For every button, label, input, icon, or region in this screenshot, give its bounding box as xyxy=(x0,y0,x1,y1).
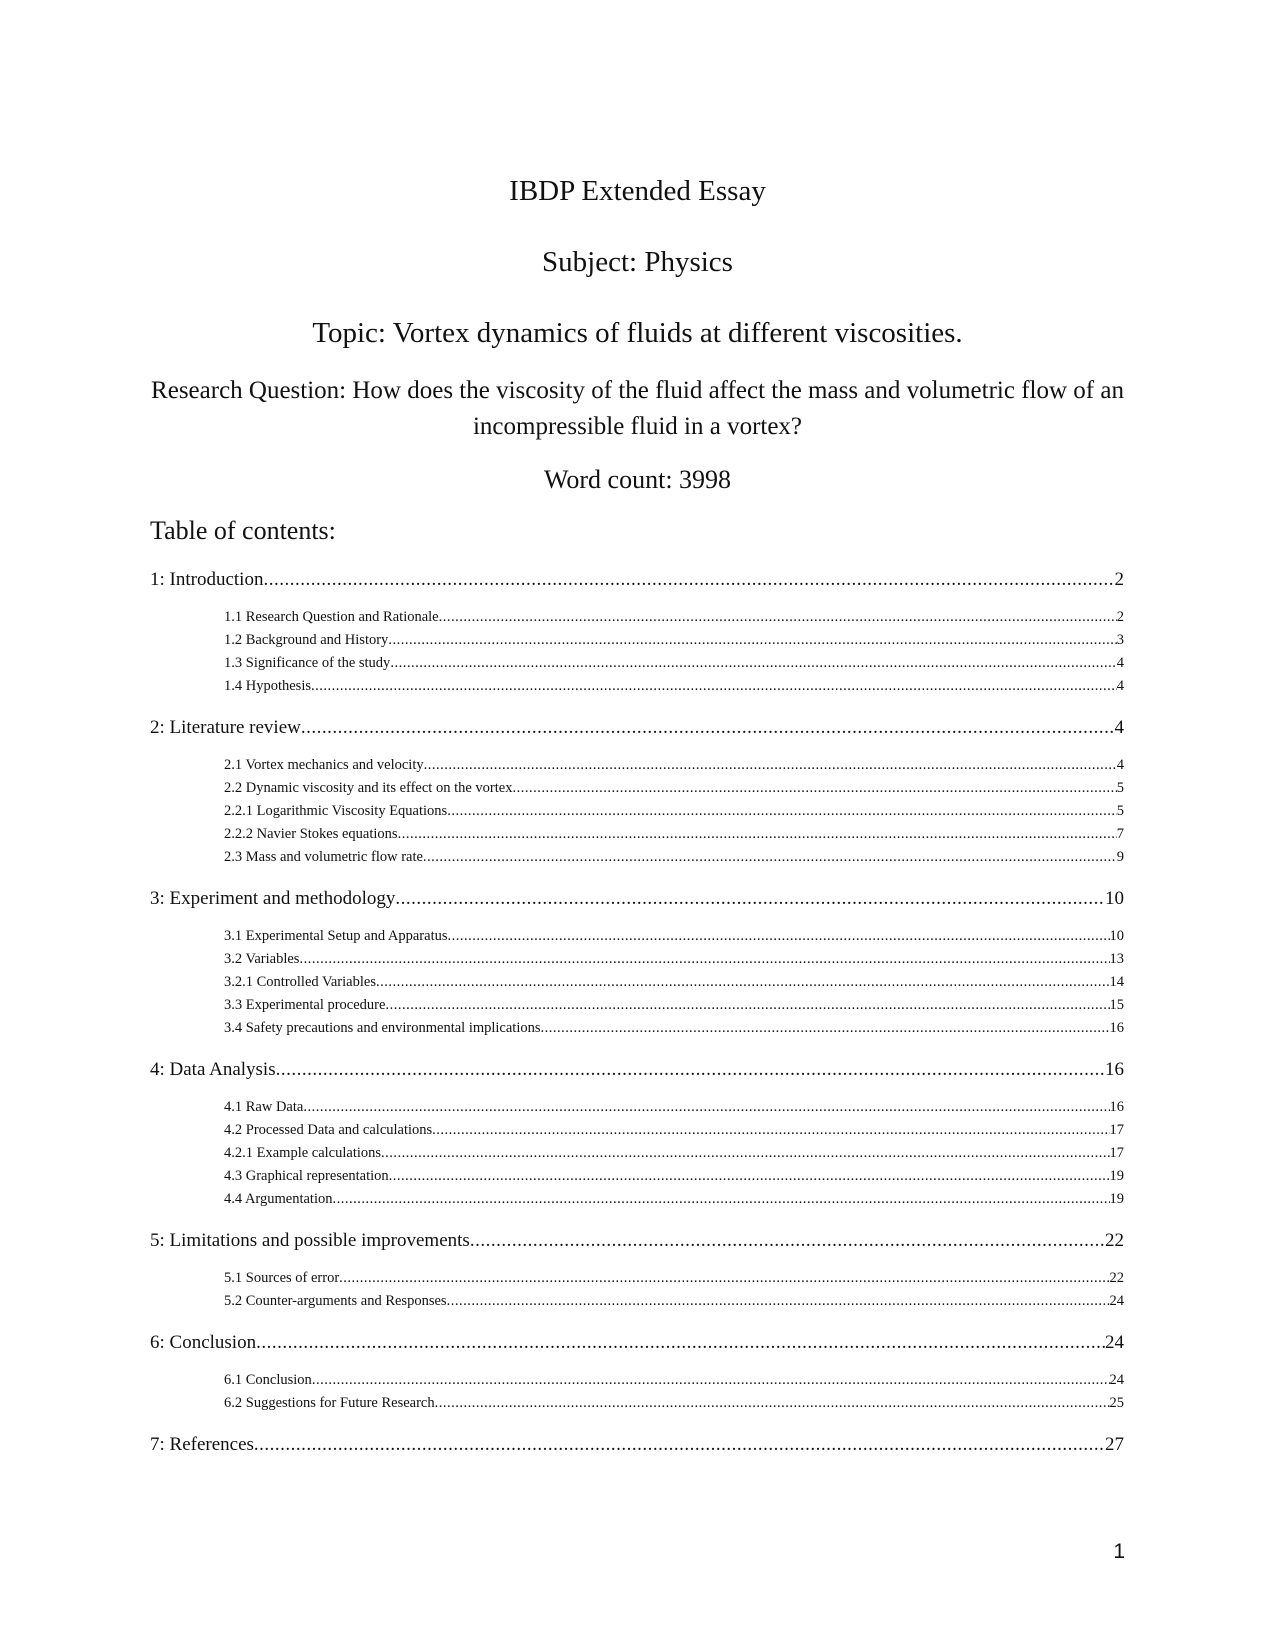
toc-page-number: 24 xyxy=(1109,1293,1124,1309)
toc-page-number: 22 xyxy=(1105,1230,1124,1251)
toc-entry-label: 7: References xyxy=(150,1434,254,1455)
toc-subsection-list xyxy=(224,754,1124,869)
toc-page-number: 10 xyxy=(1109,928,1124,944)
toc-entry-label: 2.2.2 Navier Stokes equations xyxy=(224,826,398,842)
toc-page-number: 25 xyxy=(1109,1395,1124,1411)
toc-page-number: 16 xyxy=(1105,1059,1124,1080)
toc-section xyxy=(150,1331,1124,1415)
toc-sub-entry[interactable] xyxy=(224,925,1124,948)
toc-entry-label: 3.4 Safety precautions and environmental implications xyxy=(224,1020,541,1036)
toc-entry-label: 4.2 Processed Data and calculations xyxy=(224,1122,433,1138)
dot-leader xyxy=(376,971,1110,994)
toc-page-number: 24 xyxy=(1105,1332,1124,1353)
toc-entry-label: 2.1 Vortex mechanics and velocity xyxy=(224,757,424,773)
toc-entry-label: 3: Experiment and methodology xyxy=(150,888,396,909)
dot-leader xyxy=(424,754,1117,777)
dot-leader xyxy=(385,994,1109,1017)
toc-sub-entry[interactable] xyxy=(224,971,1124,994)
toc-entry-label: 5.1 Sources of error xyxy=(224,1270,340,1286)
dot-leader xyxy=(332,1188,1109,1211)
toc-sub-entry[interactable] xyxy=(224,800,1124,823)
toc-page-number: 4 xyxy=(1116,757,1124,773)
toc-section xyxy=(150,1229,1124,1313)
toc-page-number: 4 xyxy=(1116,655,1124,671)
dot-leader xyxy=(276,1058,1105,1082)
toc-page-number: 10 xyxy=(1105,888,1124,909)
section-spacer xyxy=(150,1457,1124,1475)
toc-page-number: 9 xyxy=(1116,849,1124,865)
toc-entry-label: 5: Limitations and possible improvements xyxy=(150,1230,470,1251)
toc-entry-label: 4.1 Raw Data xyxy=(224,1099,304,1115)
toc-page-number: 17 xyxy=(1109,1122,1124,1138)
toc-sub-entry[interactable] xyxy=(224,1119,1124,1142)
toc-sub-entry[interactable] xyxy=(224,1096,1124,1119)
toc-main-entry[interactable] xyxy=(150,568,1124,592)
toc-page-number: 5 xyxy=(1116,780,1124,796)
dot-leader xyxy=(390,652,1116,675)
toc-entry-label: 1.1 Research Question and Rationale xyxy=(224,609,439,625)
toc-heading: Table of contents: xyxy=(150,516,336,545)
toc-page-number: 16 xyxy=(1109,1099,1124,1115)
table-of-contents xyxy=(150,568,1124,1475)
toc-entry-label: 1.2 Background and History xyxy=(224,632,389,648)
toc-sub-entry[interactable] xyxy=(224,948,1124,971)
toc-section xyxy=(150,887,1124,1040)
essay-topic: Topic: Vortex dynamics of fluids at different viscosities. xyxy=(312,317,963,349)
toc-sub-entry[interactable] xyxy=(224,652,1124,675)
toc-page-number: 19 xyxy=(1109,1191,1124,1207)
dot-leader xyxy=(256,1331,1105,1355)
dot-leader xyxy=(395,887,1105,911)
dot-leader xyxy=(312,1369,1110,1392)
word-count: Word count: 3998 xyxy=(543,465,732,494)
toc-entry-label: 3.3 Experimental procedure xyxy=(224,997,386,1013)
toc-sub-entry[interactable] xyxy=(224,754,1124,777)
toc-subsection-list xyxy=(224,925,1124,1040)
toc-page-number: 22 xyxy=(1109,1270,1124,1286)
toc-main-entry[interactable] xyxy=(150,1229,1124,1253)
toc-section xyxy=(150,568,1124,698)
toc-subsection-list xyxy=(224,606,1124,698)
toc-entry-label: 1.4 Hypothesis xyxy=(224,678,311,694)
toc-page-number: 7 xyxy=(1116,826,1124,842)
toc-main-entry[interactable] xyxy=(150,1331,1124,1355)
toc-entry-label: 4.4 Argumentation xyxy=(224,1191,333,1207)
dot-leader xyxy=(388,629,1116,652)
dot-leader xyxy=(303,1096,1109,1119)
toc-subsection-list xyxy=(224,1369,1124,1415)
toc-entry-label: 4.3 Graphical representation xyxy=(224,1168,389,1184)
toc-page-number: 3 xyxy=(1116,632,1124,648)
toc-main-entry[interactable] xyxy=(150,887,1124,911)
toc-sub-entry[interactable] xyxy=(224,1267,1124,1290)
toc-page-number: 17 xyxy=(1109,1145,1124,1161)
toc-entry-label: 2.2.1 Logarithmic Viscosity Equations xyxy=(224,803,448,819)
dot-leader xyxy=(470,1229,1105,1253)
dot-leader xyxy=(254,1433,1105,1457)
toc-entry-label: 4.2.1 Example calculations xyxy=(224,1145,382,1161)
toc-section xyxy=(150,1433,1124,1475)
toc-page-number: 16 xyxy=(1109,1020,1124,1036)
toc-sub-entry[interactable] xyxy=(224,994,1124,1017)
toc-page-number: 2 xyxy=(1116,609,1124,625)
dot-leader xyxy=(301,716,1115,740)
toc-sub-entry[interactable] xyxy=(224,1188,1124,1211)
toc-page-number: 14 xyxy=(1109,974,1124,990)
toc-entry-label: 1.3 Significance of the study xyxy=(224,655,391,671)
toc-sub-entry[interactable] xyxy=(224,606,1124,629)
dot-leader xyxy=(423,846,1117,869)
toc-sub-entry[interactable] xyxy=(224,823,1124,846)
dot-leader xyxy=(263,568,1114,592)
toc-sub-entry[interactable] xyxy=(224,846,1124,869)
toc-entry-label: 4: Data Analysis xyxy=(150,1059,276,1080)
toc-entry-label: 2: Literature review xyxy=(150,717,301,738)
essay-subject: Subject: Physics xyxy=(542,246,733,278)
toc-main-entry[interactable] xyxy=(150,716,1124,740)
toc-sub-entry[interactable] xyxy=(224,1369,1124,1392)
toc-entry-label: 3.2 Variables xyxy=(224,951,300,967)
dot-leader xyxy=(339,1267,1109,1290)
toc-main-entry[interactable] xyxy=(150,1058,1124,1082)
toc-page-number: 24 xyxy=(1109,1372,1124,1388)
toc-entry-label: 6.2 Suggestions for Future Research xyxy=(224,1395,435,1411)
toc-entry-label: 3.2.1 Controlled Variables xyxy=(224,974,376,990)
toc-sub-entry[interactable] xyxy=(224,777,1124,800)
toc-section xyxy=(150,716,1124,869)
toc-entry-label: 2.2 Dynamic viscosity and its effect on the vortex xyxy=(224,780,513,796)
dot-leader xyxy=(311,675,1117,698)
toc-entry-label: 6.1 Conclusion xyxy=(224,1372,312,1388)
dot-leader xyxy=(541,1017,1110,1040)
dot-leader xyxy=(439,606,1117,629)
toc-sub-entry[interactable] xyxy=(224,675,1124,698)
toc-entry-label: 5.2 Counter-arguments and Responses xyxy=(224,1293,447,1309)
dot-leader xyxy=(432,1119,1109,1142)
page-number: 1 xyxy=(1113,1540,1125,1563)
toc-entry-label: 3.1 Experimental Setup and Apparatus xyxy=(224,928,448,944)
toc-page-number: 27 xyxy=(1105,1434,1124,1455)
dot-leader xyxy=(448,925,1110,948)
dot-leader xyxy=(447,1290,1110,1313)
research-question: Research Question: How does the viscosity of the fluid affect the mass and volumetric flow of an incompressible fluid in a vortex? xyxy=(151,377,1124,440)
toc-page-number: 4 xyxy=(1116,678,1124,694)
toc-subsection-list xyxy=(224,1267,1124,1313)
toc-entry-label: 2.3 Mass and volumetric flow rate xyxy=(224,849,423,865)
toc-sub-entry[interactable] xyxy=(224,1290,1124,1313)
toc-sub-entry[interactable] xyxy=(224,629,1124,652)
dot-leader xyxy=(299,948,1109,971)
dot-leader xyxy=(381,1142,1109,1165)
toc-page-number: 19 xyxy=(1109,1168,1124,1184)
dot-leader xyxy=(435,1392,1110,1415)
toc-sub-entry[interactable] xyxy=(224,1392,1124,1415)
toc-page-number: 4 xyxy=(1114,717,1124,738)
toc-page-number: 2 xyxy=(1114,569,1124,590)
toc-section xyxy=(150,1058,1124,1211)
dot-leader xyxy=(389,1165,1110,1188)
dot-leader xyxy=(398,823,1117,846)
toc-entry-label: 1: Introduction xyxy=(150,569,264,590)
toc-sub-entry[interactable] xyxy=(224,1142,1124,1165)
dot-leader xyxy=(512,777,1116,800)
toc-sub-entry[interactable] xyxy=(224,1017,1124,1040)
toc-sub-entry[interactable] xyxy=(224,1165,1124,1188)
dot-leader xyxy=(447,800,1117,823)
toc-main-entry[interactable] xyxy=(150,1433,1124,1457)
toc-subsection-list xyxy=(224,1096,1124,1211)
toc-page-number: 13 xyxy=(1109,951,1124,967)
toc-page-number: 5 xyxy=(1116,803,1124,819)
essay-title: IBDP Extended Essay xyxy=(509,175,766,207)
toc-entry-label: 6: Conclusion xyxy=(150,1332,257,1353)
toc-page-number: 15 xyxy=(1109,997,1124,1013)
